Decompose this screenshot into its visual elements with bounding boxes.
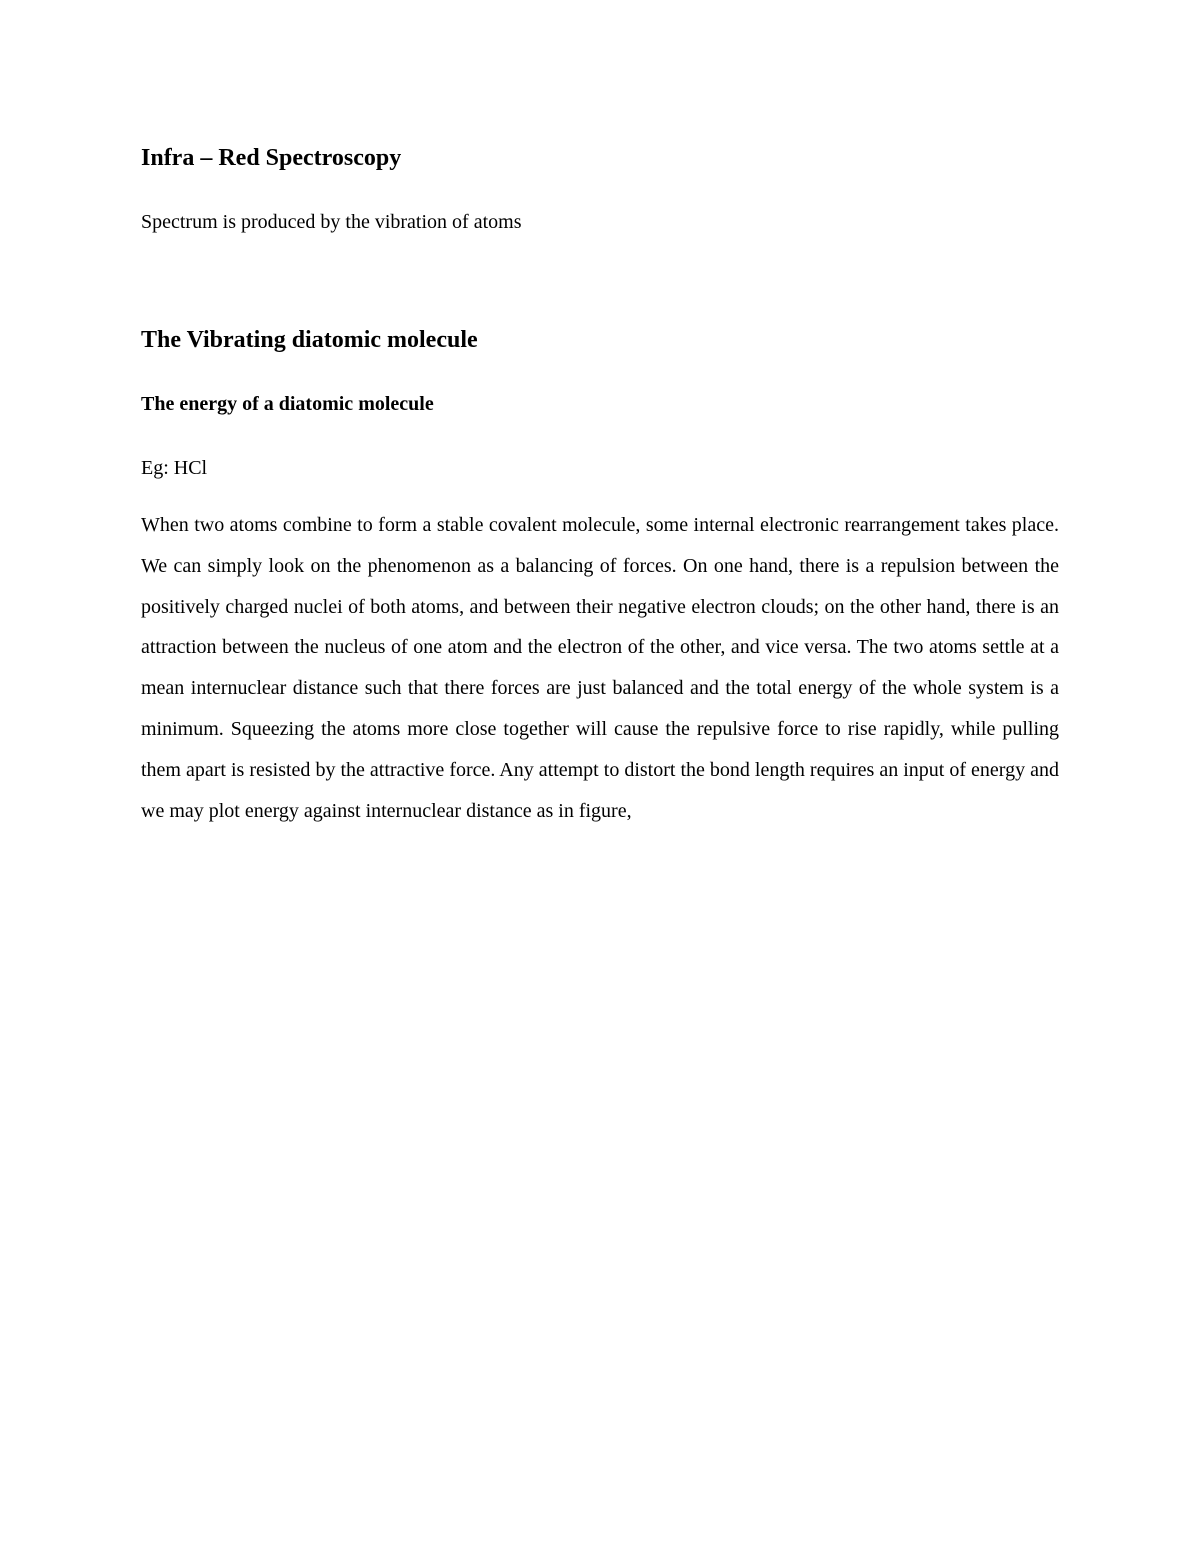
page-content [141, 138, 1059, 831]
example-text: Eg: HCl [141, 457, 208, 479]
body-paragraph: When two atoms combine to form a stable covalent molecule, some internal electronic rearrangement takes place. We can simply look on the phenomenon as a balancing of forces. On one hand, there is a repulsion between the positively charged nuclei of both atoms, and between their negative electron clouds; on the other hand, there is an attraction between the nucleus of one atom and the electron of the other, and vice versa. The two atoms settle at a mean internuclear distance such that there forces are just balanced and the total energy of the whole system is a minimum. Squeezing the atoms more close together will cause the repulsive force to rise rapidly, while pulling them apart is resisted by the attractive force. Any attempt to distort the bond length requires an input of energy and we may plot energy against internuclear distance as in figure, [141, 514, 1059, 822]
subsection-heading: The energy of a diatomic molecule [141, 393, 434, 415]
page-title: Infra – Red Spectroscopy [141, 145, 402, 171]
section-heading: The Vibrating diatomic molecule [141, 327, 478, 353]
intro-text: Spectrum is produced by the vibration of atoms [141, 211, 522, 233]
